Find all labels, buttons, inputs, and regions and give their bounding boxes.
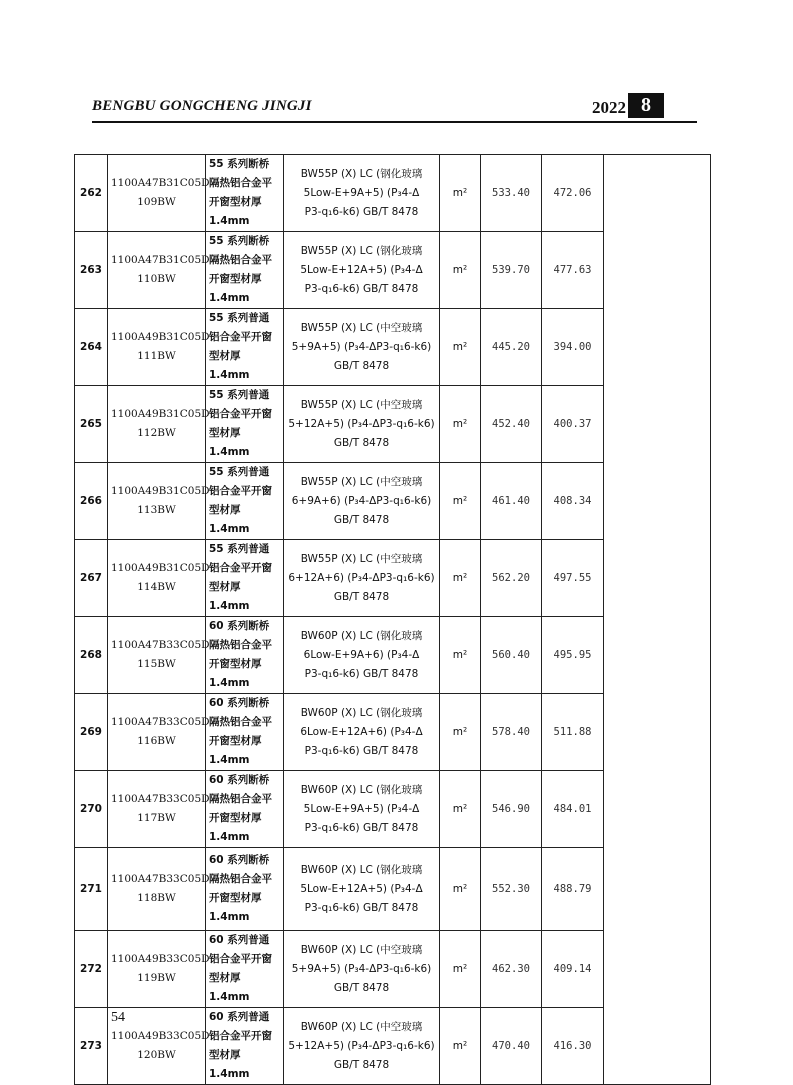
- item-spec-line: P3-q₁6-k6) GB/T 8478: [304, 821, 419, 834]
- item-spec-line: BW55P (X) LC (中空玻璃: [300, 475, 423, 488]
- item-code-line: 109BW: [137, 196, 176, 208]
- price-table: [74, 154, 711, 1085]
- item-spec: [284, 1008, 440, 1085]
- item-name: [206, 155, 284, 232]
- item-unit: m²: [440, 463, 481, 540]
- item-spec-line: BW60P (X) LC (钢化玻璃: [300, 783, 423, 796]
- item-code: [108, 771, 210, 848]
- remark-cell: [604, 931, 711, 1008]
- item-code-line: 116BW: [137, 735, 176, 747]
- item-name-line: 1.4mm: [209, 831, 250, 843]
- item-code-line: 1100A47B33C05D: [111, 793, 210, 805]
- item-spec-line: BW60P (X) LC (中空玻璃: [300, 1020, 423, 1033]
- item-unit: m²: [440, 694, 481, 771]
- price-excl-tax: 497.55: [542, 540, 604, 617]
- item-name: [206, 309, 284, 386]
- item-code-line: 114BW: [137, 581, 176, 593]
- table-row: [75, 848, 711, 931]
- item-name-line: 铝合金平开窗: [209, 331, 272, 343]
- item-unit: m²: [440, 771, 481, 848]
- item-unit: m²: [440, 232, 481, 309]
- remark-cell: [604, 1008, 711, 1085]
- item-code-line: 1100A47B31C05D: [111, 254, 210, 266]
- item-name-line: 55 系列断桥: [209, 158, 270, 170]
- item-name-line: 1.4mm: [209, 677, 250, 689]
- item-code: [108, 540, 210, 617]
- header-divider: [92, 121, 697, 123]
- price-excl-tax: 409.14: [542, 931, 604, 1008]
- item-name-line: 铝合金平开窗: [209, 1030, 272, 1042]
- table-row: [75, 931, 711, 1008]
- item-name-line: 60 系列断桥: [209, 774, 270, 786]
- item-spec-line: GB/T 8478: [333, 1058, 390, 1071]
- item-spec: [284, 771, 440, 848]
- table-row: [75, 1008, 711, 1085]
- item-name-line: 隔热铝合金平: [209, 873, 272, 885]
- item-code: [108, 309, 210, 386]
- price-incl-tax: 562.20: [481, 540, 542, 617]
- item-spec-line: 5+9A+5) (P₃4-ΔP3-q₁6-k6): [291, 962, 432, 975]
- item-name-line: 隔热铝合金平: [209, 254, 272, 266]
- table-row: [75, 463, 711, 540]
- price-incl-tax: 470.40: [481, 1008, 542, 1085]
- item-spec: [284, 931, 440, 1008]
- price-excl-tax: 394.00: [542, 309, 604, 386]
- item-spec: [284, 540, 440, 617]
- item-unit: m²: [440, 309, 481, 386]
- row-number: 269: [75, 694, 108, 771]
- item-code-line: 120BW: [137, 1049, 176, 1061]
- remark-cell: [604, 309, 711, 386]
- table-row: [75, 771, 711, 848]
- item-code-line: 1100A49B31C05D: [111, 485, 210, 497]
- item-spec-line: 5Low-E+9A+5) (P₃4-Δ: [303, 802, 420, 815]
- remark-cell: [604, 848, 711, 931]
- item-name: [206, 617, 284, 694]
- item-name-line: 隔热铝合金平: [209, 639, 272, 651]
- price-incl-tax: 552.30: [481, 848, 542, 931]
- item-name-line: 开窗型材厚: [209, 196, 262, 208]
- remark-cell: [604, 617, 711, 694]
- item-code-line: 110BW: [137, 273, 176, 285]
- item-name-line: 铝合金平开窗: [209, 485, 272, 497]
- price-excl-tax: 495.95: [542, 617, 604, 694]
- item-unit: m²: [440, 848, 481, 931]
- row-number: 268: [75, 617, 108, 694]
- item-name-line: 开窗型材厚: [209, 273, 262, 285]
- issue-year: 2022: [592, 98, 626, 117]
- price-incl-tax: 462.30: [481, 931, 542, 1008]
- item-code-line: 1100A49B31C05D: [111, 562, 210, 574]
- item-code: [108, 848, 210, 931]
- item-name: [206, 848, 284, 931]
- item-code-line: 111BW: [137, 350, 176, 362]
- item-code-line: 112BW: [137, 427, 176, 439]
- item-code-line: 1100A49B31C05D: [111, 331, 210, 343]
- item-name-line: 1.4mm: [209, 215, 250, 227]
- item-code: [108, 155, 210, 232]
- item-spec-line: 6Low-E+12A+6) (P₃4-Δ: [300, 725, 423, 738]
- item-name-line: 铝合金平开窗: [209, 953, 272, 965]
- item-code: [108, 617, 210, 694]
- item-name-line: 60 系列普通: [209, 934, 270, 946]
- item-spec-line: GB/T 8478: [333, 590, 390, 603]
- row-number: 262: [75, 155, 108, 232]
- item-name-line: 铝合金平开窗: [209, 562, 272, 574]
- item-spec-line: P3-q₁6-k6) GB/T 8478: [304, 282, 419, 295]
- table-row: [75, 540, 711, 617]
- item-code-line: 113BW: [137, 504, 176, 516]
- item-code-line: 1100A47B33C05D: [111, 873, 210, 885]
- item-spec-line: BW60P (X) LC (中空玻璃: [300, 943, 423, 956]
- table-row: [75, 694, 711, 771]
- item-name-line: 开窗型材厚: [209, 892, 262, 904]
- item-spec: [284, 386, 440, 463]
- price-excl-tax: 488.79: [542, 848, 604, 931]
- item-name-line: 55 系列断桥: [209, 235, 270, 247]
- item-name: [206, 463, 284, 540]
- item-code-line: 1100A47B33C05D: [111, 716, 210, 728]
- item-code-line: 1100A47B33C05D: [111, 639, 210, 651]
- item-name-line: 开窗型材厚: [209, 735, 262, 747]
- item-spec-line: BW60P (X) LC (钢化玻璃: [300, 706, 423, 719]
- item-name-line: 1.4mm: [209, 911, 250, 923]
- price-excl-tax: 400.37: [542, 386, 604, 463]
- item-code: [108, 694, 210, 771]
- item-unit: m²: [440, 931, 481, 1008]
- table-row: [75, 155, 711, 232]
- row-number: 270: [75, 771, 108, 848]
- item-name-line: 型材厚 1.4mm: [209, 581, 250, 612]
- issue-number-badge: 8: [628, 93, 664, 118]
- item-name-line: 60 系列普通: [209, 1011, 270, 1023]
- row-number: 273: [75, 1008, 108, 1085]
- item-spec-line: 6+9A+6) (P₃4-ΔP3-q₁6-k6): [291, 494, 432, 507]
- item-name-line: 1.4mm: [209, 754, 250, 766]
- item-spec-line: BW55P (X) LC (钢化玻璃: [300, 244, 423, 257]
- price-excl-tax: 416.30: [542, 1008, 604, 1085]
- price-incl-tax: 445.20: [481, 309, 542, 386]
- price-excl-tax: 472.06: [542, 155, 604, 232]
- item-spec-line: 5Low-E+12A+5) (P₃4-Δ: [300, 263, 423, 276]
- item-spec: [284, 155, 440, 232]
- item-code-line: 117BW: [137, 812, 176, 824]
- item-spec-line: 5Low-E+9A+5) (P₃4-Δ: [303, 186, 420, 199]
- item-spec-line: 6+12A+6) (P₃4-ΔP3-q₁6-k6): [288, 571, 435, 584]
- price-incl-tax: 533.40: [481, 155, 542, 232]
- table-row: [75, 617, 711, 694]
- item-code: [108, 931, 210, 1008]
- item-name-line: 型材厚 1.4mm: [209, 427, 250, 458]
- item-name-line: 60 系列断桥: [209, 697, 270, 709]
- item-name: [206, 694, 284, 771]
- item-spec-line: BW55P (X) LC (钢化玻璃: [300, 167, 423, 180]
- remark-cell: [604, 463, 711, 540]
- item-spec-line: 6Low-E+9A+6) (P₃4-Δ: [303, 648, 420, 661]
- item-spec-line: GB/T 8478: [333, 436, 390, 449]
- item-name-line: 1.4mm: [209, 292, 250, 304]
- item-spec-line: P3-q₁6-k6) GB/T 8478: [304, 744, 419, 757]
- item-name-line: 55 系列普通: [209, 312, 270, 324]
- row-number: 267: [75, 540, 108, 617]
- item-code-line: 1100A49B33C05D: [111, 1030, 210, 1042]
- remark-cell: [604, 540, 711, 617]
- item-spec: [284, 463, 440, 540]
- item-name-line: 型材厚 1.4mm: [209, 504, 250, 535]
- item-unit: m²: [440, 1008, 481, 1085]
- item-name-line: 55 系列普通: [209, 466, 270, 478]
- price-incl-tax: 452.40: [481, 386, 542, 463]
- item-code-line: 1100A49B31C05D: [111, 408, 210, 420]
- row-number: 265: [75, 386, 108, 463]
- item-name: [206, 931, 284, 1008]
- item-name-line: 60 系列断桥: [209, 620, 270, 632]
- item-unit: m²: [440, 617, 481, 694]
- item-code-line: 1100A49B33C05D: [111, 953, 210, 965]
- item-spec-line: 5+9A+5) (P₃4-ΔP3-q₁6-k6): [291, 340, 432, 353]
- item-spec-line: 5+12A+5) (P₃4-ΔP3-q₁6-k6): [288, 1039, 435, 1052]
- item-unit: m²: [440, 155, 481, 232]
- row-number: 263: [75, 232, 108, 309]
- table-row: [75, 232, 711, 309]
- row-number: 272: [75, 931, 108, 1008]
- item-code: [108, 463, 210, 540]
- item-name-line: 开窗型材厚: [209, 812, 262, 824]
- item-code: [108, 386, 210, 463]
- price-incl-tax: 539.70: [481, 232, 542, 309]
- row-number: 271: [75, 848, 108, 931]
- item-spec: [284, 848, 440, 931]
- item-name: [206, 771, 284, 848]
- item-spec-line: BW55P (X) LC (中空玻璃: [300, 552, 423, 565]
- page-number: 54: [111, 1010, 125, 1025]
- price-table-body: [75, 155, 711, 1085]
- item-spec-line: GB/T 8478: [333, 359, 390, 372]
- remark-cell: [604, 386, 711, 463]
- row-number: 264: [75, 309, 108, 386]
- remark-cell: [604, 771, 711, 848]
- item-name-line: 55 系列普通: [209, 543, 270, 555]
- price-incl-tax: 578.40: [481, 694, 542, 771]
- remark-cell: [604, 155, 711, 232]
- item-spec-line: BW55P (X) LC (中空玻璃: [300, 321, 423, 334]
- price-excl-tax: 484.01: [542, 771, 604, 848]
- item-code: [108, 232, 210, 309]
- item-spec-line: GB/T 8478: [333, 981, 390, 994]
- table-row: [75, 309, 711, 386]
- item-code-line: 119BW: [137, 972, 176, 984]
- remark-cell: [604, 232, 711, 309]
- remark-cell: [604, 694, 711, 771]
- item-name: [206, 386, 284, 463]
- item-name-line: 55 系列普通: [209, 389, 270, 401]
- price-incl-tax: 546.90: [481, 771, 542, 848]
- item-unit: m²: [440, 386, 481, 463]
- item-name-line: 铝合金平开窗: [209, 408, 272, 420]
- item-name-line: 型材厚 1.4mm: [209, 972, 250, 1003]
- item-name: [206, 540, 284, 617]
- item-spec: [284, 232, 440, 309]
- price-incl-tax: 461.40: [481, 463, 542, 540]
- item-spec: [284, 309, 440, 386]
- item-name-line: 隔热铝合金平: [209, 793, 272, 805]
- item-code-line: 1100A47B31C05D: [111, 177, 210, 189]
- item-name: [206, 1008, 284, 1085]
- item-spec-line: P3-q₁6-k6) GB/T 8478: [304, 205, 419, 218]
- item-unit: m²: [440, 540, 481, 617]
- table-row: [75, 386, 711, 463]
- item-spec-line: BW55P (X) LC (中空玻璃: [300, 398, 423, 411]
- item-code-line: 115BW: [137, 658, 176, 670]
- item-spec-line: GB/T 8478: [333, 513, 390, 526]
- price-excl-tax: 408.34: [542, 463, 604, 540]
- item-code-line: 118BW: [137, 892, 176, 904]
- item-spec-line: BW60P (X) LC (钢化玻璃: [300, 629, 423, 642]
- row-number: 266: [75, 463, 108, 540]
- item-spec-line: 5+12A+5) (P₃4-ΔP3-q₁6-k6): [288, 417, 435, 430]
- item-name: [206, 232, 284, 309]
- item-name-line: 隔热铝合金平: [209, 716, 272, 728]
- item-name-line: 型材厚 1.4mm: [209, 1049, 250, 1080]
- item-name-line: 开窗型材厚: [209, 658, 262, 670]
- item-name-line: 型材厚 1.4mm: [209, 350, 250, 381]
- item-name-line: 隔热铝合金平: [209, 177, 272, 189]
- item-spec: [284, 617, 440, 694]
- journal-title: BENGBU GONGCHENG JINGJI: [92, 98, 312, 114]
- item-spec-line: 5Low-E+12A+5) (P₃4-Δ: [300, 882, 423, 895]
- item-spec-line: P3-q₁6-k6) GB/T 8478: [304, 901, 419, 914]
- price-excl-tax: 511.88: [542, 694, 604, 771]
- price-incl-tax: 560.40: [481, 617, 542, 694]
- item-name-line: 60 系列断桥: [209, 854, 270, 866]
- item-spec: [284, 694, 440, 771]
- item-spec-line: BW60P (X) LC (钢化玻璃: [300, 863, 423, 876]
- item-spec-line: P3-q₁6-k6) GB/T 8478: [304, 667, 419, 680]
- price-excl-tax: 477.63: [542, 232, 604, 309]
